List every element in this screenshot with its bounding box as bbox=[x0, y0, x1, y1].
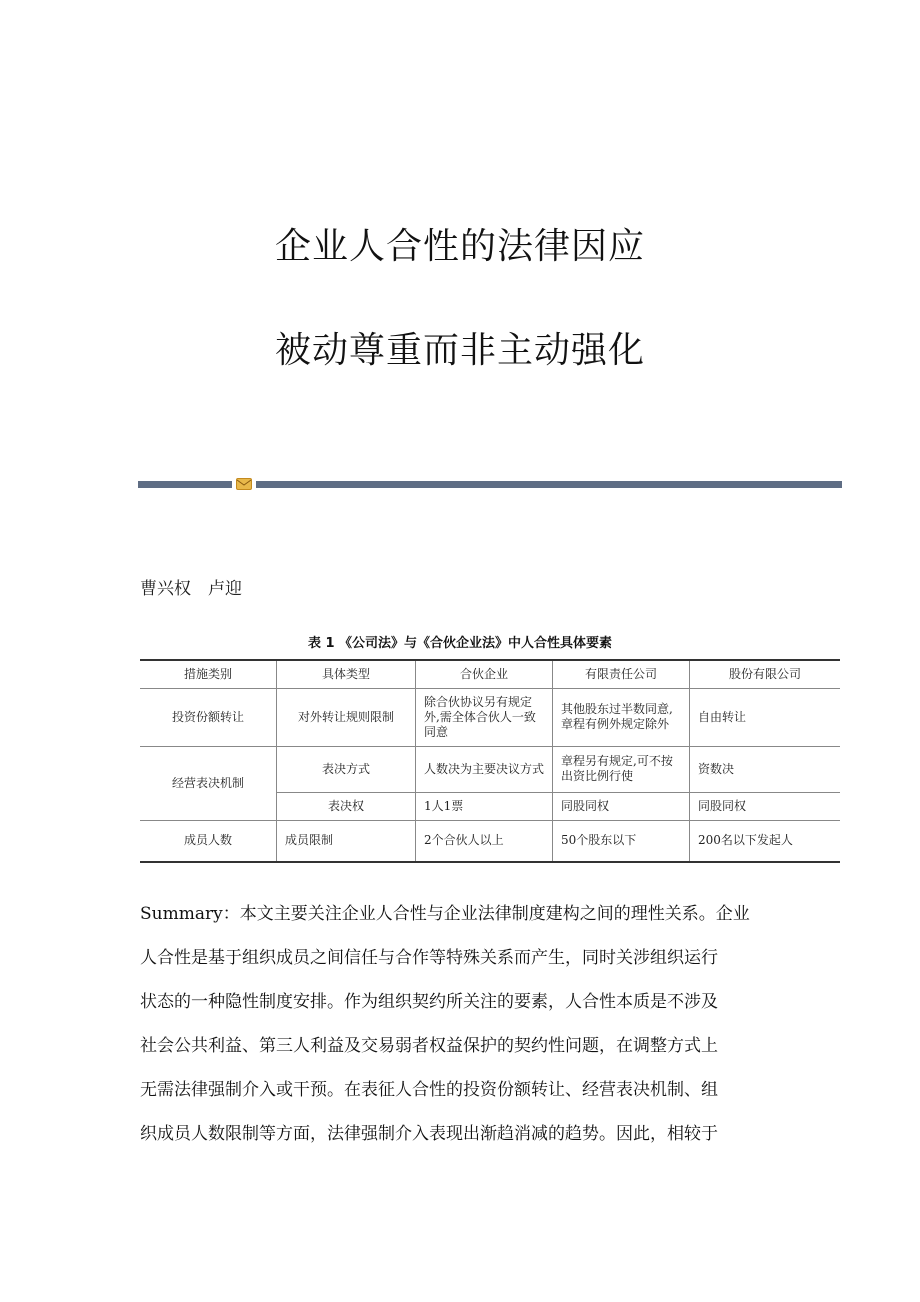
table-header-cell: 股份有限公司 bbox=[690, 660, 841, 688]
table-cell: 对外转让规则限制 bbox=[277, 688, 416, 746]
table-cell: 其他股东过半数同意,章程有例外规定除外 bbox=[553, 688, 690, 746]
summary-line: 社会公共利益、第三人利益及交易弱者权益保护的契约性问题，在调整方式上 bbox=[140, 1036, 718, 1056]
page-title-line2: 被动尊重而非主动强化 bbox=[274, 330, 645, 371]
table-header-cell: 合伙企业 bbox=[416, 660, 553, 688]
authors: 曹兴权 卢迎 bbox=[140, 579, 242, 599]
table-row bbox=[140, 746, 840, 792]
table-header-cell: 具体类型 bbox=[277, 660, 416, 688]
table-header-cell: 有限责任公司 bbox=[553, 660, 690, 688]
table-header-cell: 措施类别 bbox=[140, 660, 277, 688]
table-cell: 成员人数 bbox=[140, 820, 277, 862]
divider-bar-right bbox=[256, 481, 842, 488]
table-cell: 资数决 bbox=[690, 746, 841, 792]
table-cell: 同股同权 bbox=[690, 792, 841, 820]
summary-line: 人合性是基于组织成员之间信任与合作等特殊关系而产生，同时关涉组织运行 bbox=[140, 948, 718, 968]
table-cell: 2个合伙人以上 bbox=[416, 820, 553, 862]
divider-bar-left bbox=[138, 481, 232, 488]
table-row bbox=[140, 688, 840, 746]
table-cell: 除合伙协议另有规定外,需全体合伙人一致同意 bbox=[416, 688, 553, 746]
requirements-table bbox=[140, 659, 840, 863]
table-cell: 经营表决机制 bbox=[140, 746, 277, 820]
summary-line: 织成员人数限制等方面，法律强制介入表现出渐趋消减的趋势。因此，相较于 bbox=[140, 1124, 718, 1144]
table-cell: 自由转让 bbox=[690, 688, 841, 746]
summary-paragraph bbox=[140, 892, 780, 1156]
title-divider bbox=[138, 478, 842, 490]
table-cell: 200名以下发起人 bbox=[690, 820, 841, 862]
table-cell: 1人1票 bbox=[416, 792, 553, 820]
table-cell: 成员限制 bbox=[277, 820, 416, 862]
envelope-icon bbox=[236, 478, 252, 490]
summary-line: 状态的一种隐性制度安排。作为组织契约所关注的要素，人合性本质是不涉及 bbox=[140, 992, 718, 1012]
table-cell: 表决权 bbox=[277, 792, 416, 820]
table-caption: 表 1 《公司法》与《合伙企业法》中人合性具体要素 bbox=[307, 636, 613, 651]
table-cell: 人数决为主要决议方式 bbox=[416, 746, 553, 792]
table-cell: 章程另有规定,可不按出资比例行使 bbox=[553, 746, 690, 792]
table-cell: 投资份额转让 bbox=[140, 688, 277, 746]
page-title-line1: 企业人合性的法律因应 bbox=[274, 226, 645, 267]
summary-line: Summary：本文主要关注企业人合性与企业法律制度建构之间的理性关系。企业 bbox=[140, 904, 750, 924]
summary-line: 无需法律强制介入或干预。在表征人合性的投资份额转让、经营表决机制、组 bbox=[140, 1080, 718, 1100]
table-row bbox=[140, 820, 840, 862]
table-cell: 同股同权 bbox=[553, 792, 690, 820]
table-cell: 表决方式 bbox=[277, 746, 416, 792]
table-header-row bbox=[140, 660, 840, 688]
table-cell: 50个股东以下 bbox=[553, 820, 690, 862]
